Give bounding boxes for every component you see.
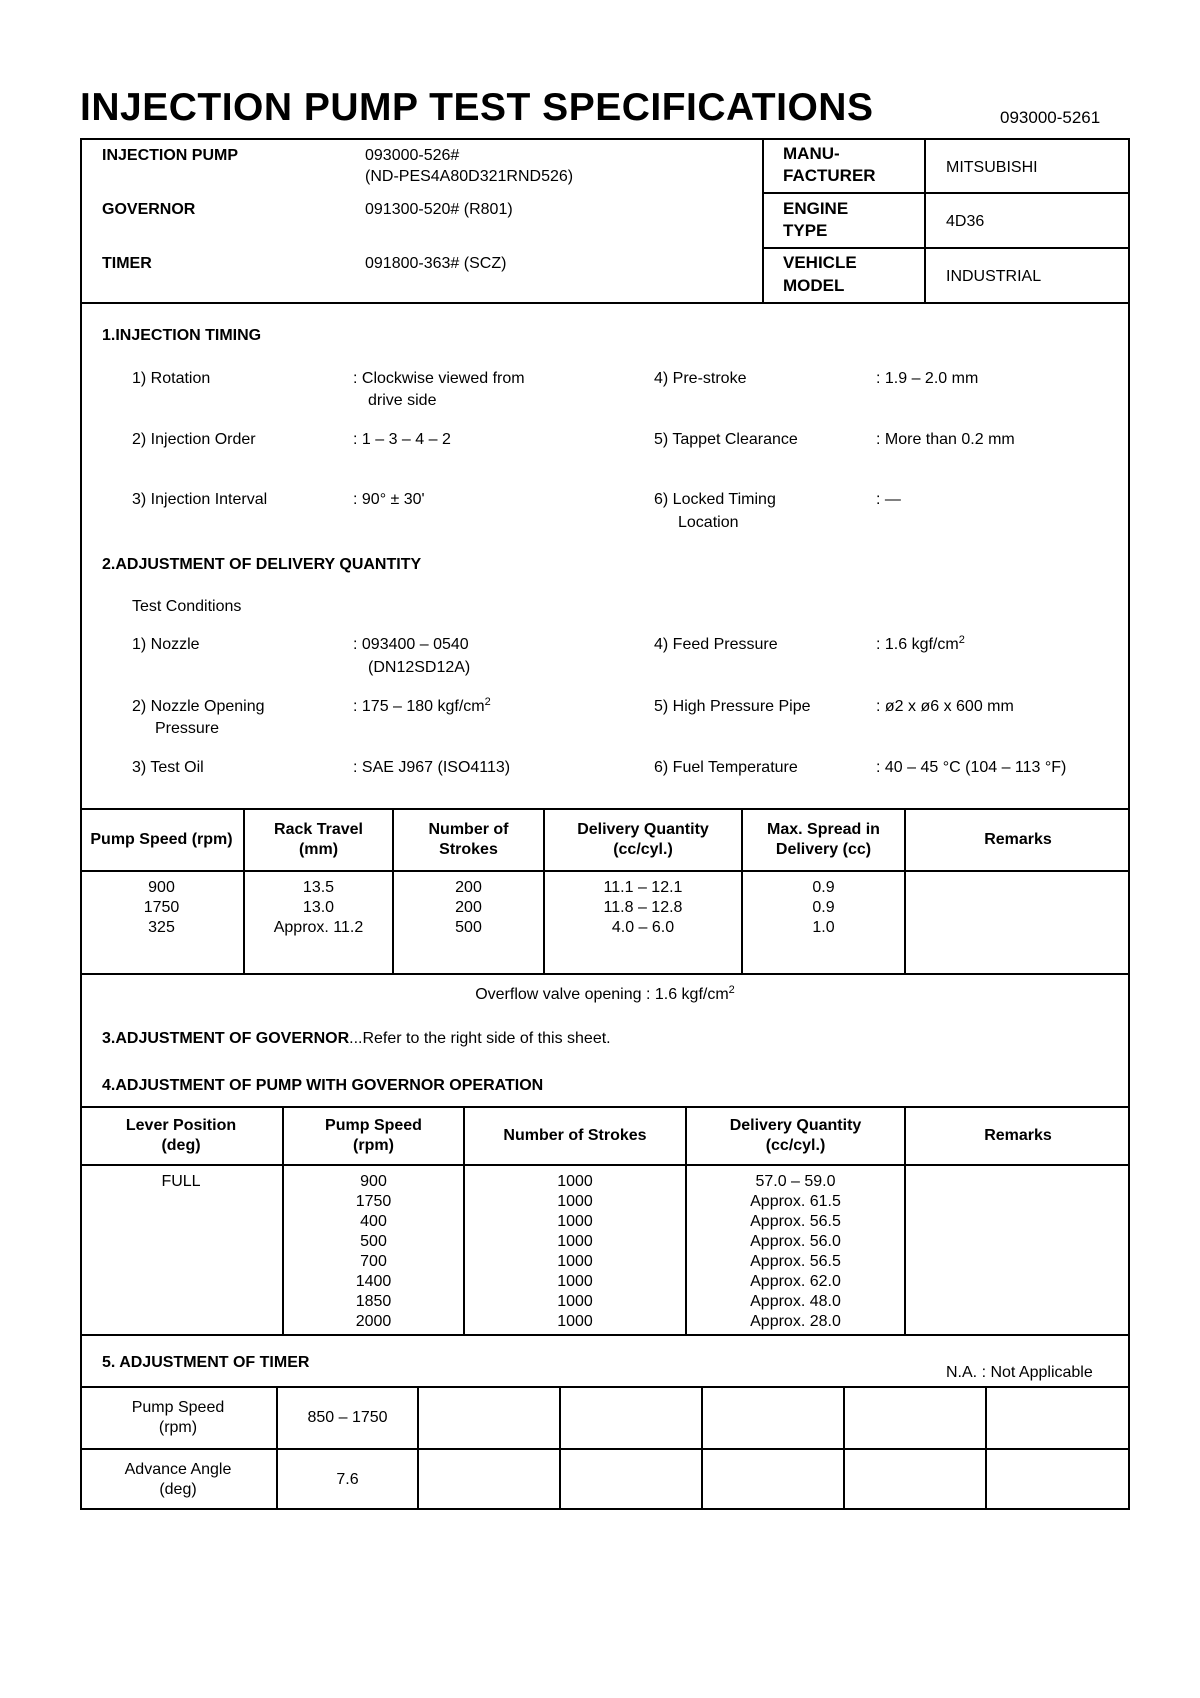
section-4-heading: 4.ADJUSTMENT OF PUMP WITH GOVERNOR OPERATION bbox=[102, 1077, 544, 1094]
section-3-text: 3.ADJUSTMENT OF GOVERNOR...Refer to the right side of this sheet. bbox=[102, 1030, 611, 1047]
table-cell: 1000 bbox=[557, 1313, 593, 1330]
governor-strokes-column bbox=[465, 1172, 685, 1332]
rotation-label: 1) Rotation bbox=[132, 370, 211, 387]
timer-value: 091800-363# (SCZ) bbox=[365, 255, 507, 272]
delivery-rack-travel-column bbox=[245, 878, 392, 938]
table-cell: 1000 bbox=[557, 1173, 593, 1190]
table-cell: 1.0 bbox=[812, 919, 835, 936]
table-column-divider bbox=[701, 1386, 703, 1510]
table-cell: 1000 bbox=[557, 1273, 593, 1290]
tappet-clearance-value: : More than 0.2 mm bbox=[876, 431, 1015, 448]
table-cell: 11.8 – 12.8 bbox=[603, 899, 683, 916]
table-cell: 1750 bbox=[355, 1193, 392, 1210]
vehicle-model-value: INDUSTRIAL bbox=[946, 268, 1042, 285]
table-cell: 900 bbox=[360, 1173, 387, 1190]
table-cell: 1000 bbox=[557, 1193, 593, 1210]
governor-value: 091300-520# (R801) bbox=[365, 201, 513, 218]
injection-order-label: 2) Injection Order bbox=[132, 431, 256, 448]
document-number: 093000-5261 bbox=[1000, 108, 1101, 127]
nozzle-label: 1) Nozzle bbox=[132, 636, 200, 653]
locked-timing-label-2: Location bbox=[678, 514, 739, 531]
governor-label: GOVERNOR bbox=[102, 201, 196, 218]
table-cell: Approx. 56.5 bbox=[750, 1213, 841, 1230]
high-pressure-pipe-value: : ø2 x ø6 x 600 mm bbox=[876, 698, 1014, 715]
table-cell: 1400 bbox=[355, 1273, 392, 1290]
manufacturer-label: MANU- bbox=[783, 144, 840, 163]
nozzle-opening-label-2: Pressure bbox=[155, 720, 220, 737]
section-3-heading: 3.ADJUSTMENT OF GOVERNOR bbox=[102, 1030, 350, 1047]
engine-type-label: ENGINE bbox=[783, 199, 849, 218]
delivery-strokes-column bbox=[394, 878, 543, 938]
table-cell: 700 bbox=[360, 1253, 387, 1270]
section-divider bbox=[80, 302, 1130, 304]
governor-pump-speed-column bbox=[284, 1172, 463, 1332]
table-cell: 900 bbox=[148, 879, 175, 896]
manufacturer-value: MITSUBISHI bbox=[946, 159, 1038, 176]
delivery-spread-column bbox=[743, 878, 904, 938]
governor-header-pump-speed: Pump Speed (rpm) bbox=[325, 1117, 422, 1154]
delivery-quantity-column bbox=[545, 878, 741, 938]
section-1-heading: 1.INJECTION TIMING bbox=[102, 327, 262, 344]
table-cell: Approx. 28.0 bbox=[750, 1313, 841, 1330]
table-cell: 200 bbox=[455, 899, 482, 916]
locked-timing-label: 6) Locked Timing bbox=[654, 491, 776, 508]
table-cell: 11.1 – 12.1 bbox=[603, 879, 683, 896]
nozzle-opening-value: : 175 – 180 kgf/$cm^2$ bbox=[353, 696, 491, 715]
high-pressure-pipe-label: 5) High Pressure Pipe bbox=[654, 698, 811, 715]
table-cell: 57.0 – 59.0 bbox=[755, 1173, 836, 1190]
injection-interval-label: 3) Injection Interval bbox=[132, 491, 268, 508]
page-title: INJECTION PUMP TEST SPECIFICATIONS bbox=[80, 86, 874, 129]
section-5-heading: 5. ADJUSTMENT OF TIMER bbox=[102, 1354, 310, 1371]
pre-stroke-value: : 1.9 – 2.0 mm bbox=[876, 370, 979, 387]
test-oil-label: 3) Test Oil bbox=[132, 759, 204, 776]
table-column-divider bbox=[843, 1386, 845, 1510]
table-cell: 500 bbox=[360, 1233, 387, 1250]
delivery-header-remarks: Remarks bbox=[984, 831, 1052, 848]
timer-pump-speed-label: Pump Speed (rpm) bbox=[131, 1399, 225, 1436]
fuel-temperature-label: 6) Fuel Temperature bbox=[654, 759, 798, 776]
delivery-header-quantity: Delivery Quantity (cc/cyl.) bbox=[577, 821, 709, 858]
table-cell: 13.5 bbox=[302, 879, 335, 896]
overflow-valve-note: Overflow valve opening : 1.6 kgf/$cm^2$ bbox=[475, 984, 735, 1003]
table-cell: 13.0 bbox=[302, 899, 335, 916]
timer-pump-speed-value: 850 – 1750 bbox=[307, 1409, 388, 1426]
engine-type-label-2: TYPE bbox=[783, 221, 828, 240]
injection-interval-value: : 90° ± 30' bbox=[353, 491, 425, 508]
governor-header-remarks: Remarks bbox=[984, 1127, 1052, 1144]
table-cell: 2000 bbox=[355, 1313, 392, 1330]
table-column-divider bbox=[559, 1386, 561, 1510]
table-border bbox=[80, 973, 1130, 975]
fuel-temperature-value: : 40 – 45 °C (104 – 113 °F) bbox=[876, 759, 1067, 776]
injection-order-value: : 1 – 3 – 4 – 2 bbox=[353, 431, 451, 448]
governor-quantity-column bbox=[687, 1172, 904, 1332]
table-border bbox=[80, 870, 1130, 872]
table-cell: 4.0 – 6.0 bbox=[611, 919, 675, 936]
table-cell: 1750 bbox=[143, 899, 180, 916]
delivery-header-rack-travel: Rack Travel (mm) bbox=[274, 821, 363, 858]
injection-pump-model: (ND-PES4A80D321RND526) bbox=[365, 168, 574, 185]
nozzle-opening-label: 2) Nozzle Opening bbox=[132, 698, 265, 715]
vehicle-model-label-2: MODEL bbox=[783, 276, 845, 295]
injection-pump-label: INJECTION PUMP bbox=[102, 147, 239, 164]
rotation-value: : Clockwise viewed from bbox=[353, 370, 525, 387]
table-cell: Approx. 61.5 bbox=[750, 1193, 841, 1210]
feed-pressure-label: 4) Feed Pressure bbox=[654, 636, 778, 653]
table-cell: 400 bbox=[360, 1213, 387, 1230]
table-cell: 500 bbox=[455, 919, 482, 936]
header-row-divider bbox=[762, 247, 1130, 249]
table-cell: 1000 bbox=[557, 1233, 593, 1250]
table-cell: 1000 bbox=[557, 1293, 593, 1310]
injection-pump-value: 093000-526# bbox=[365, 147, 460, 164]
locked-timing-value: : — bbox=[876, 491, 901, 508]
tappet-clearance-label: 5) Tappet Clearance bbox=[654, 431, 798, 448]
table-border bbox=[80, 1164, 1130, 1166]
table-cell: Approx. 56.5 bbox=[750, 1253, 841, 1270]
timer-advance-angle-value: 7.6 bbox=[336, 1471, 359, 1488]
test-oil-value: : SAE J967 (ISO4113) bbox=[353, 759, 511, 776]
delivery-pump-speed-column bbox=[80, 878, 243, 938]
header-divider bbox=[924, 138, 926, 303]
timer-advance-angle-label: Advance Angle (deg) bbox=[124, 1461, 232, 1498]
delivery-header-strokes: Number of Strokes bbox=[428, 821, 509, 858]
table-cell: 200 bbox=[455, 879, 482, 896]
rotation-value-2: drive side bbox=[368, 392, 437, 409]
table-cell: 325 bbox=[148, 919, 175, 936]
timer-label: TIMER bbox=[102, 255, 152, 272]
nozzle-model: (DN12SD12A) bbox=[368, 659, 471, 676]
table-cell: Approx. 56.0 bbox=[750, 1233, 841, 1250]
vehicle-model-label: VEHICLE bbox=[783, 253, 857, 272]
engine-type-value: 4D36 bbox=[946, 213, 985, 230]
not-applicable-note: N.A. : Not Applicable bbox=[946, 1364, 1093, 1381]
pre-stroke-label: 4) Pre-stroke bbox=[654, 370, 747, 387]
header-row-divider bbox=[762, 192, 1130, 194]
manufacturer-label-2: FACTURER bbox=[783, 166, 876, 185]
table-column-divider bbox=[985, 1386, 987, 1510]
table-cell: Approx. 11.2 bbox=[273, 919, 364, 936]
governor-header-strokes: Number of Strokes bbox=[503, 1127, 647, 1144]
feed-pressure-value: : 1.6 kgf/$cm^2$ bbox=[876, 634, 965, 653]
table-cell: Approx. 62.0 bbox=[750, 1273, 841, 1290]
test-conditions-label: Test Conditions bbox=[132, 598, 242, 615]
table-cell: 1850 bbox=[355, 1293, 392, 1310]
table-cell: 1000 bbox=[557, 1213, 593, 1230]
table-column-divider bbox=[417, 1386, 419, 1510]
section-2-heading: 2.ADJUSTMENT OF DELIVERY QUANTITY bbox=[102, 556, 422, 573]
header-divider bbox=[762, 138, 764, 303]
table-cell: 0.9 bbox=[812, 879, 835, 896]
table-cell: 0.9 bbox=[812, 899, 835, 916]
delivery-header-pump-speed: Pump Speed (rpm) bbox=[90, 831, 233, 848]
governor-header-lever: Lever Position (deg) bbox=[125, 1117, 237, 1154]
table-border bbox=[80, 1334, 1130, 1336]
table-cell: 1000 bbox=[557, 1253, 593, 1270]
delivery-header-spread: Max. Spread in Delivery (cc) bbox=[767, 821, 880, 858]
nozzle-value: : 093400 – 0540 bbox=[353, 636, 469, 653]
governor-header-quantity: Delivery Quantity (cc/cyl.) bbox=[729, 1117, 862, 1154]
governor-lever-value: FULL bbox=[161, 1173, 201, 1190]
table-cell: Approx. 48.0 bbox=[750, 1293, 841, 1310]
